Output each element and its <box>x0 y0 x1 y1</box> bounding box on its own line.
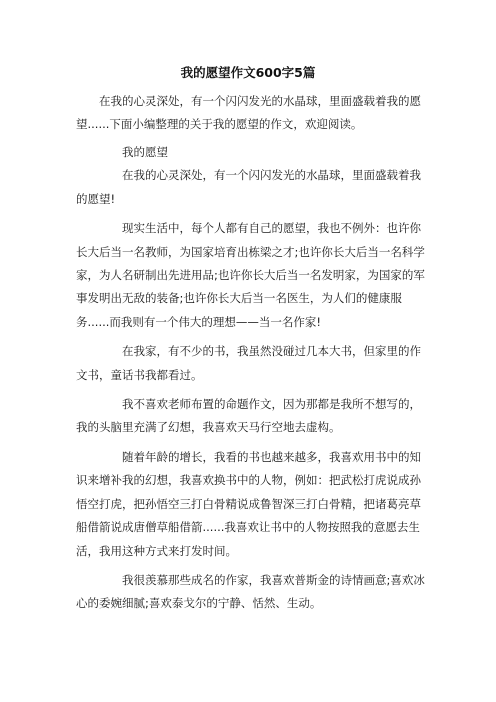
essay-paragraph-2: 现实生活中，每个人都有自己的愿望，我也不例外：也许你长大后当一名教师，为国家培育出栋梁之才;也许你长大后当一名科学家，为人名研制出先进用品;也许你长大后当一名发明家，为国家的军事发明出无敌的装备;也许你长大后当一名医生，为人们的健康服务......而我则有一个伟大的理想——当一名作家! <box>76 221 425 329</box>
essay-heading: 我的愿望 <box>122 145 168 159</box>
essay-paragraph-5: 随着年龄的增长，我看的书也越来越多，我喜欢用书中的知识来增补我的幻想，我喜欢换书中的人物，例如：把武松打虎说成孙悟空打虎，把孙悟空三打白骨精说成鲁智深三打白骨精，把诸葛亮草船借箭说成唐僧草船借箭......我喜欢让书中的人物按照我的意愿去生活，我用这种方式来打发时间。 <box>76 449 421 558</box>
essay-paragraph-6: 我很羡慕那些成名的作家，我喜欢普斯金的诗情画意;喜欢冰心的委婉细腻;喜欢泰戈尔的宁静、恬然、生动。 <box>76 572 425 611</box>
essay-paragraph-3: 在我家，有不少的书，我虽然没碰过几本大书，但家里的作文书，童话书我都看过。 <box>76 344 421 382</box>
intro-paragraph: 在我的心灵深处，有一个闪闪发光的水晶球，里面盛载着我的愿望......下面小编整理的关于我的愿望的作文，欢迎阅读。 <box>76 94 421 131</box>
essay-paragraph-4: 我不喜欢老师布置的命题作文，因为那都是我所不想写的，我的头脑里充满了幻想，我喜欢天马行空地去虚构。 <box>76 397 421 435</box>
essay-paragraph-1: 在我的心灵深处，有一个闪闪发光的水晶球，里面盛载着我的愿望! <box>76 168 421 206</box>
essay-body <box>76 141 426 622</box>
document-title: 我的愿望作文600字5篇 <box>180 65 316 80</box>
